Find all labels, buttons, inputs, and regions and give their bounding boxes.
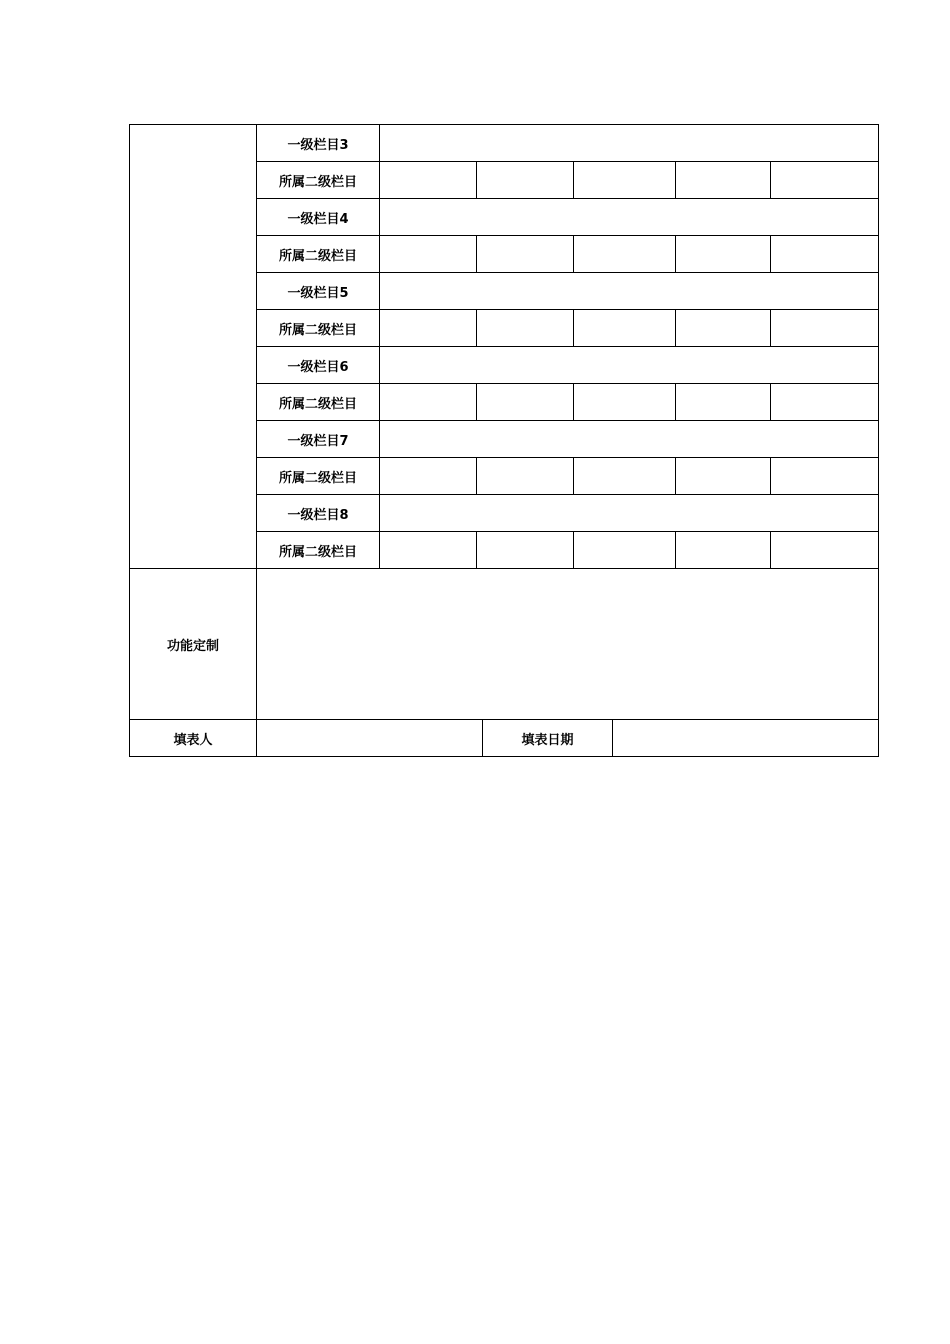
primary-column-value-field[interactable] <box>380 199 879 236</box>
primary-column-label: 一级栏目6 <box>257 347 380 384</box>
secondary-column-field-5[interactable] <box>771 384 879 421</box>
secondary-column-field-2[interactable] <box>477 310 574 347</box>
primary-column-label: 一级栏目5 <box>257 273 380 310</box>
primary-column-label: 一级栏目7 <box>257 421 380 458</box>
secondary-column-field-4[interactable] <box>676 310 771 347</box>
secondary-column-field-4[interactable] <box>676 458 771 495</box>
primary-column-label: 一级栏目8 <box>257 495 380 532</box>
secondary-column-field-1[interactable] <box>380 384 477 421</box>
secondary-column-field-5[interactable] <box>771 458 879 495</box>
secondary-column-label: 所属二级栏目 <box>257 458 380 495</box>
secondary-column-field-2[interactable] <box>477 236 574 273</box>
secondary-column-label: 所属二级栏目 <box>257 236 380 273</box>
left-merged-cell <box>130 125 257 569</box>
primary-column-value-field[interactable] <box>380 495 879 532</box>
column-form-table <box>129 124 879 757</box>
secondary-column-label: 所属二级栏目 <box>257 162 380 199</box>
filler-field[interactable] <box>257 720 483 757</box>
secondary-column-field-3[interactable] <box>574 310 676 347</box>
secondary-column-field-2[interactable] <box>477 458 574 495</box>
secondary-column-field-3[interactable] <box>574 458 676 495</box>
date-label: 填表日期 <box>483 720 613 757</box>
secondary-column-field-4[interactable] <box>676 236 771 273</box>
secondary-column-field-1[interactable] <box>380 310 477 347</box>
secondary-column-field-1[interactable] <box>380 532 477 569</box>
secondary-column-field-2[interactable] <box>477 162 574 199</box>
secondary-column-field-2[interactable] <box>477 532 574 569</box>
secondary-column-field-1[interactable] <box>380 162 477 199</box>
primary-column-value-field[interactable] <box>380 347 879 384</box>
secondary-column-field-1[interactable] <box>380 236 477 273</box>
secondary-column-field-4[interactable] <box>676 162 771 199</box>
secondary-column-label: 所属二级栏目 <box>257 384 380 421</box>
secondary-column-field-4[interactable] <box>676 384 771 421</box>
primary-column-value-field[interactable] <box>380 421 879 458</box>
secondary-column-field-3[interactable] <box>574 236 676 273</box>
primary-column-value-field[interactable] <box>380 273 879 310</box>
function-custom-label: 功能定制 <box>130 569 257 720</box>
secondary-column-field-5[interactable] <box>771 532 879 569</box>
secondary-column-label: 所属二级栏目 <box>257 310 380 347</box>
secondary-column-field-5[interactable] <box>771 236 879 273</box>
secondary-column-field-3[interactable] <box>574 384 676 421</box>
secondary-column-field-3[interactable] <box>574 162 676 199</box>
date-field[interactable] <box>613 720 879 757</box>
secondary-column-field-1[interactable] <box>380 458 477 495</box>
secondary-column-label: 所属二级栏目 <box>257 532 380 569</box>
secondary-column-field-4[interactable] <box>676 532 771 569</box>
primary-column-label: 一级栏目3 <box>257 125 380 162</box>
filler-label: 填表人 <box>130 720 257 757</box>
secondary-column-field-5[interactable] <box>771 310 879 347</box>
secondary-column-field-3[interactable] <box>574 532 676 569</box>
secondary-column-field-2[interactable] <box>477 384 574 421</box>
primary-column-label: 一级栏目4 <box>257 199 380 236</box>
secondary-column-field-5[interactable] <box>771 162 879 199</box>
primary-column-value-field[interactable] <box>380 125 879 162</box>
function-custom-field[interactable] <box>257 569 879 720</box>
